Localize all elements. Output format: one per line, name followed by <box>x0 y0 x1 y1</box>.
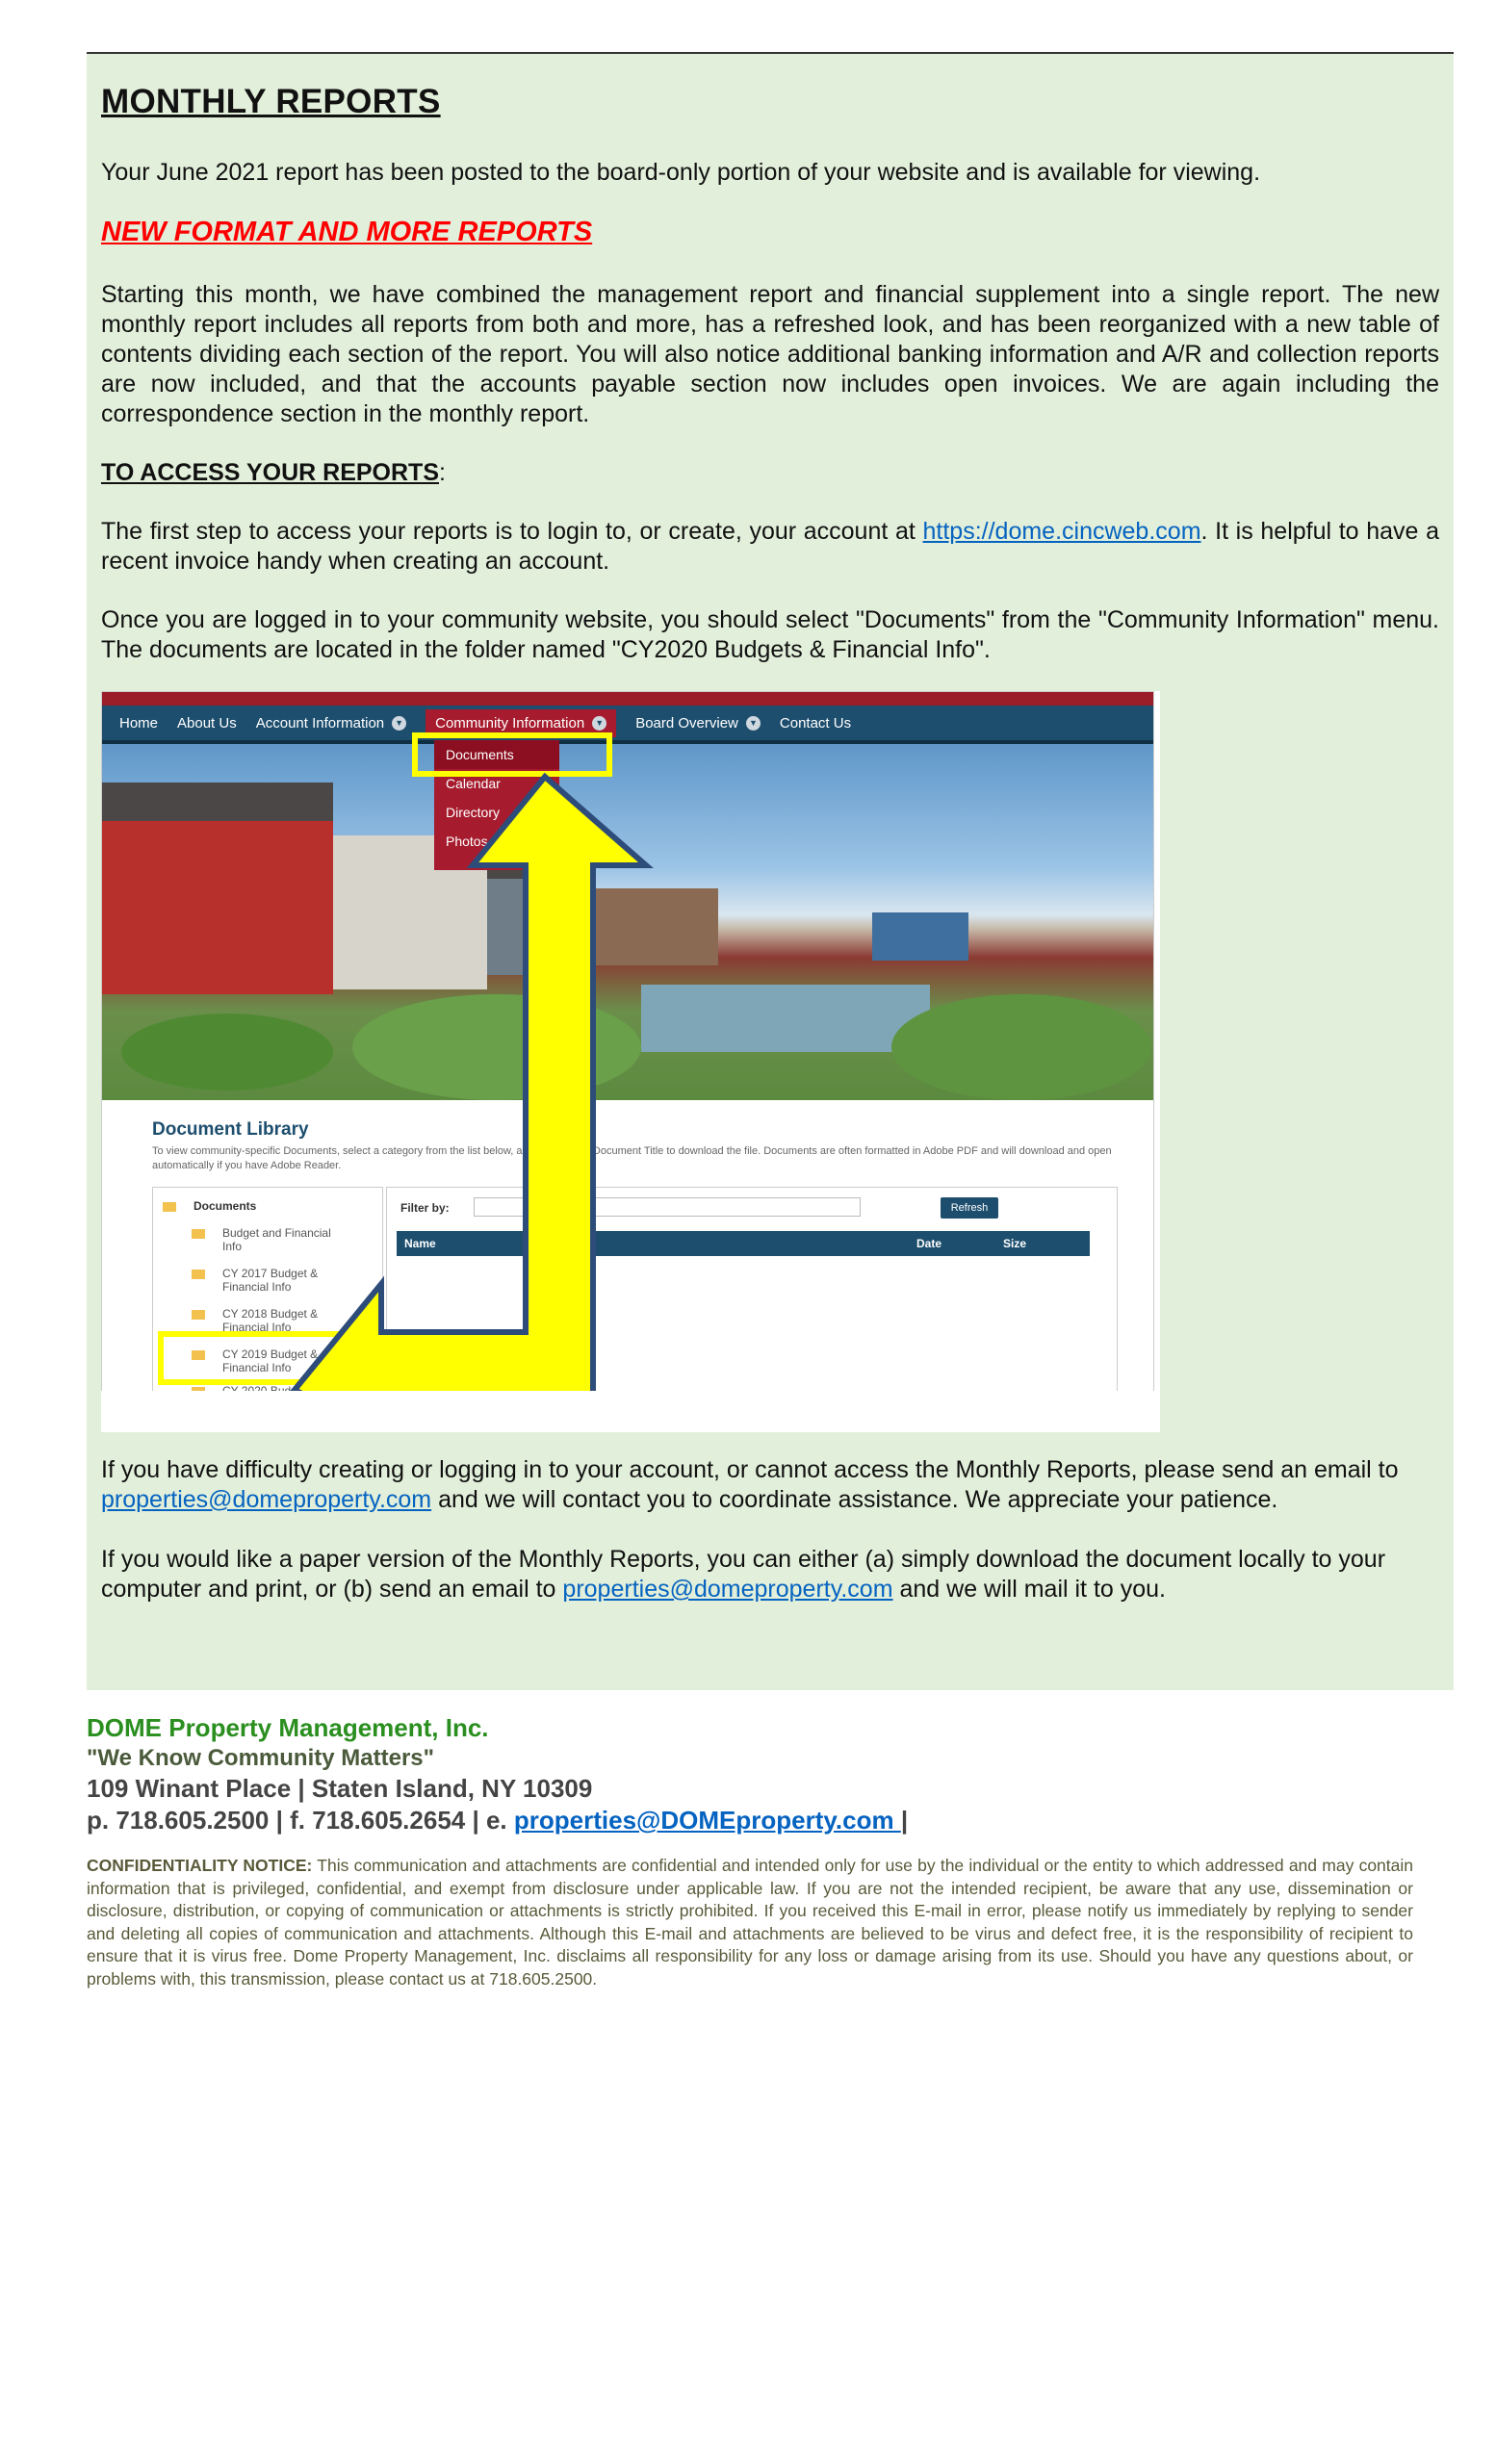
company-address: 109 Winant Place | Staten Island, NY 10309 <box>87 1774 593 1803</box>
help-paragraph-2 <box>101 1545 1439 1604</box>
access-heading-line <box>101 458 1439 488</box>
library-title: Document Library <box>152 1119 309 1140</box>
access-heading: TO ACCESS YOUR REPORTS <box>101 459 439 486</box>
website-screenshot <box>101 691 1160 1432</box>
refresh-button: Refresh <box>941 1197 998 1219</box>
intro-paragraph: Your June 2021 report has been posted to the board-only portion of your website and is available for viewing. <box>101 159 1261 186</box>
email-signature <box>87 1713 1454 1990</box>
contact-email-link[interactable]: properties@DOMEproperty.com <box>513 1806 901 1835</box>
access-step2: Once you are logged in to your community website, you should select "Documents" from the "Community Information" menu. The documents are located in the folder named "CY2020 Budgets & Financial Info". <box>101 606 1439 663</box>
col-date: Date <box>916 1237 942 1250</box>
help-p2-text: If you would like a paper version of the Monthly Reports, you can either (a) simply download the document locally to your computer and print, or (b) send an email to <box>101 1546 1386 1603</box>
col-size: Size <box>1003 1237 1027 1250</box>
notice-text: This communication and attachments are confidential and intended only for use by the individual or the entity to which addressed and may contain information that is privileged, confidential, and exempt from disclosure under applicable law. If you are not the intended recipient, be aware that any use, dissemination or disclosure, distribution, or copying of communication or attachments is strictly prohibited. If you received this E-mail in error, please notify us immediately by replying to sender and deleting all copies of communication and attachments. Although this E-mail and attachments are believed to be virus and defect free, it is the responsibility of recipient to ensure that it is virus free. Dome Property Management, Inc. disclaims all responsibility for any loss or damage arising from its use. Should you have any questions about, or problems with, this transmission, please contact us at 718.605.2500. <box>87 1856 1413 1989</box>
yellow-arrow <box>102 692 1153 1432</box>
company-name: DOME Property Management, Inc. <box>87 1713 489 1742</box>
chevron-down-icon: ▼ <box>392 716 406 731</box>
dropdown-photos: Photos <box>446 834 488 849</box>
tree-item-label: CY 2019 Budget & Financial Info <box>222 1348 319 1374</box>
access-step1 <box>101 517 1439 577</box>
new-format-paragraph: Starting this month, we have combined the management report and financial supplement into a single report. The new monthly report includes all reports from both and more, has a refreshed look, and has been reorganized with a new table of contents dividing each section of the report. You will also notice additional banking information and A/R and collection reports are now included, and that the accounts payable section now includes open invoices. We are again including the correspondence section in the monthly report. <box>101 281 1439 427</box>
nav-account-label: Account Information <box>255 714 385 732</box>
email-link[interactable]: properties@domeproperty.com <box>101 1486 432 1513</box>
arrow-shape <box>295 777 646 1432</box>
tree-item-label: Budget and Financial Info <box>222 1226 331 1253</box>
confidentiality-notice <box>87 1855 1413 1990</box>
chevron-down-icon: ▼ <box>746 716 761 731</box>
help-section <box>101 1455 1439 1634</box>
col-name: Name <box>404 1237 436 1250</box>
tree-item-label: CY 2018 Budget & Financial Info <box>222 1307 319 1334</box>
dropdown-calendar: Calendar <box>446 776 501 791</box>
nav-board-label: Board Overview <box>635 714 738 732</box>
help-p1-text: If you have difficulty creating or logging in to your account, or cannot access the Monthly Reports, please send an email to <box>101 1456 1399 1483</box>
contact-phone-fax: p. 718.605.2500 | f. 718.605.2654 | e. <box>87 1806 514 1835</box>
page-title: MONTHLY REPORTS <box>101 83 441 120</box>
contact-suffix: | <box>900 1806 909 1835</box>
tree-root-label: Documents <box>193 1199 257 1213</box>
nav-contact: Contact Us <box>779 714 852 732</box>
dropdown-directory: Directory <box>446 805 501 820</box>
library-description: To view community-specific Documents, select a category from the list below, and click on the Document Title to download the file. Documents are often formatted in Adobe PDF and will download and open automatically if you have Adobe Reader. <box>152 1145 1112 1171</box>
access-heading-colon: : <box>439 459 446 486</box>
access-step1-text: The first step to access your reports is to login to, or create, your account at <box>101 518 923 545</box>
help-paragraph-1 <box>101 1455 1439 1515</box>
chevron-down-icon: ▼ <box>592 716 606 731</box>
dropdown-documents: Documents <box>434 740 559 769</box>
nav-community-label: Community Information <box>435 714 585 732</box>
nav-about: About Us <box>177 714 237 732</box>
filter-label: Filter by: <box>400 1201 450 1215</box>
company-tagline: "We Know Community Matters" <box>87 1745 435 1771</box>
help-p2-after: and we will mail it to you. <box>892 1576 1166 1603</box>
tree-item-label: CY 2017 Budget & Financial Info <box>222 1267 319 1294</box>
notice-label: CONFIDENTIALITY NOTICE: <box>87 1856 313 1875</box>
email-link[interactable]: properties@domeproperty.com <box>562 1576 893 1603</box>
cincweb-link[interactable]: https://dome.cincweb.com <box>922 518 1201 545</box>
access-step1-after: . It is helpful to have a recent invoice handy when creating an account. <box>101 518 1440 575</box>
screenshot-frame <box>101 691 1154 1393</box>
screenshot-bottom-strip <box>101 1391 1160 1432</box>
nav-home: Home <box>119 714 159 732</box>
new-format-heading: NEW FORMAT AND MORE REPORTS <box>101 217 593 247</box>
help-p1-after: and we will contact you to coordinate assistance. We appreciate your patience. <box>431 1486 1278 1513</box>
company-contact <box>87 1806 1454 1835</box>
